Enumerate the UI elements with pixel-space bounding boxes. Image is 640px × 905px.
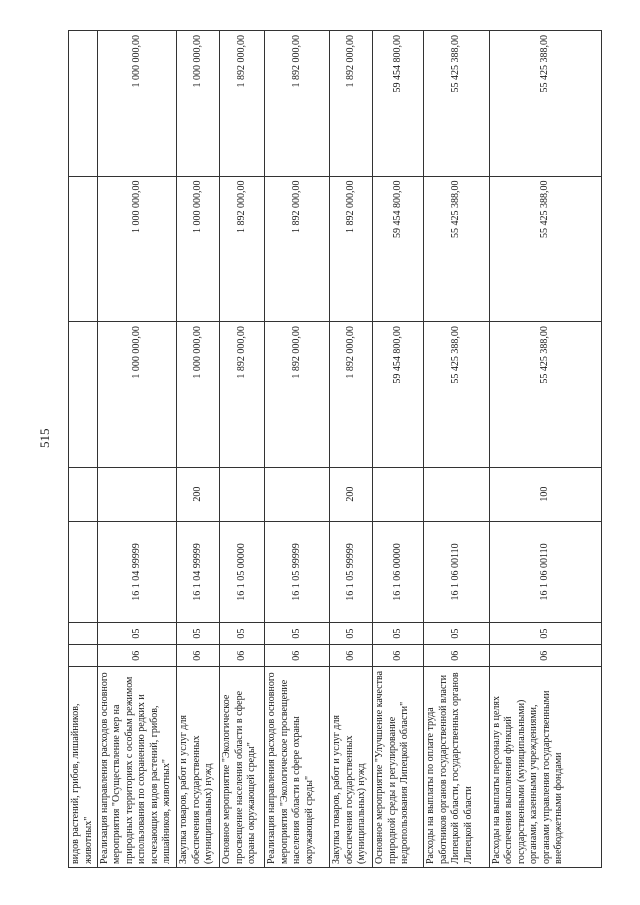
table-row [177, 31, 220, 868]
table-row [97, 31, 177, 868]
target-article-cell [69, 521, 98, 622]
subsection-code-cell [69, 623, 98, 645]
target-article-cell: 16 1 06 00110 [424, 521, 489, 622]
amount-year2-cell: 1 892 000,00 [330, 176, 373, 322]
row-name-cell: видов растений, грибов, лишайников, животных" [69, 667, 98, 868]
budget-table-container [68, 30, 602, 868]
row-name-cell: Основное мероприятие "Улучшение качества природной среды и регулирование недропользования Липецкой области" [373, 667, 424, 868]
amount-year2-cell: 1 000 000,00 [97, 176, 177, 322]
subsection-code-cell: 05 [177, 623, 220, 645]
page-number: 515 [37, 428, 52, 448]
section-code-cell: 06 [489, 645, 601, 667]
table-row [373, 31, 424, 868]
subsection-code-cell: 05 [373, 623, 424, 645]
target-article-cell: 16 1 04 99999 [177, 521, 220, 622]
amount-year3-cell [69, 31, 98, 177]
row-name-cell: Расходы на выплаты по оплате труда работников органов государственной власти Липецкой области, государственных органов Липецкой области [424, 667, 489, 868]
amount-year2-cell: 55 425 388,00 [424, 176, 489, 322]
section-code-cell [69, 645, 98, 667]
amount-year3-cell: 1 000 000,00 [177, 31, 220, 177]
table-row [69, 31, 98, 868]
amount-year1-cell: 1 892 000,00 [220, 322, 265, 468]
amount-year1-cell: 1 000 000,00 [177, 322, 220, 468]
expense-type-cell [69, 467, 98, 521]
amount-year1-cell: 59 454 800,00 [373, 322, 424, 468]
expense-type-cell [424, 467, 489, 521]
amount-year3-cell: 1 892 000,00 [220, 31, 265, 177]
amount-year3-cell: 1 892 000,00 [265, 31, 330, 177]
amount-year1-cell: 55 425 388,00 [489, 322, 601, 468]
amount-year1-cell: 1 892 000,00 [330, 322, 373, 468]
subsection-code-cell: 05 [424, 623, 489, 645]
table-row [489, 31, 601, 868]
expense-type-cell [373, 467, 424, 521]
subsection-code-cell: 05 [220, 623, 265, 645]
expense-type-cell: 100 [489, 467, 601, 521]
amount-year2-cell: 1 000 000,00 [177, 176, 220, 322]
section-code-cell: 06 [373, 645, 424, 667]
amount-year2-cell [69, 176, 98, 322]
budget-table-body [69, 31, 602, 868]
section-code-cell: 06 [424, 645, 489, 667]
table-row [330, 31, 373, 868]
section-code-cell: 06 [330, 645, 373, 667]
table-row [220, 31, 265, 868]
amount-year1-cell [69, 322, 98, 468]
target-article-cell: 16 1 05 99999 [330, 521, 373, 622]
subsection-code-cell: 05 [97, 623, 177, 645]
expense-type-cell: 200 [177, 467, 220, 521]
amount-year1-cell: 1 892 000,00 [265, 322, 330, 468]
expense-type-cell: 200 [330, 467, 373, 521]
amount-year3-cell: 1 892 000,00 [330, 31, 373, 177]
subsection-code-cell: 05 [265, 623, 330, 645]
row-name-cell: Расходы на выплаты персоналу в целях обеспечения выполнения функций государственными (муниципальными) органами, казенными учреждениями, органами управления государственными внебюджетными фондами [489, 667, 601, 868]
row-name-cell: Основное мероприятие "Экологическое просвещение населения области в сфере охраны окружающей среды" [220, 667, 265, 868]
amount-year3-cell: 55 425 388,00 [489, 31, 601, 177]
amount-year1-cell: 1 000 000,00 [97, 322, 177, 468]
subsection-code-cell: 05 [330, 623, 373, 645]
target-article-cell: 16 1 05 99999 [265, 521, 330, 622]
table-row [265, 31, 330, 868]
row-name-cell: Закупка товаров, работ и услуг для обеспечения государственных (муниципальных) нужд [330, 667, 373, 868]
row-name-cell: Закупка товаров, работ и услуг для обеспечения государственных (муниципальных) нужд [177, 667, 220, 868]
section-code-cell: 06 [220, 645, 265, 667]
target-article-cell: 16 1 06 00000 [373, 521, 424, 622]
amount-year3-cell: 1 000 000,00 [97, 31, 177, 177]
row-name-cell: Реализация направления расходов основного мероприятия "Экологическое просвещение населения области в сфере охраны окружающей среды" [265, 667, 330, 868]
budget-table [68, 30, 602, 868]
section-code-cell: 06 [265, 645, 330, 667]
target-article-cell: 16 1 06 00110 [489, 521, 601, 622]
amount-year1-cell: 55 425 388,00 [424, 322, 489, 468]
target-article-cell: 16 1 05 00000 [220, 521, 265, 622]
target-article-cell: 16 1 04 99999 [97, 521, 177, 622]
amount-year3-cell: 59 454 800,00 [373, 31, 424, 177]
row-name-cell: Реализация направления расходов основного мероприятия "Осуществление мер на природных территориях с особым режимом использования по сохранению редких и исчезающих видов растений, грибов, лишайников, животных" [97, 667, 177, 868]
table-row [424, 31, 489, 868]
section-code-cell: 06 [97, 645, 177, 667]
section-code-cell: 06 [177, 645, 220, 667]
expense-type-cell [265, 467, 330, 521]
subsection-code-cell: 05 [489, 623, 601, 645]
amount-year2-cell: 55 425 388,00 [489, 176, 601, 322]
amount-year3-cell: 55 425 388,00 [424, 31, 489, 177]
expense-type-cell [220, 467, 265, 521]
amount-year2-cell: 1 892 000,00 [265, 176, 330, 322]
amount-year2-cell: 59 454 800,00 [373, 176, 424, 322]
amount-year2-cell: 1 892 000,00 [220, 176, 265, 322]
expense-type-cell [97, 467, 177, 521]
